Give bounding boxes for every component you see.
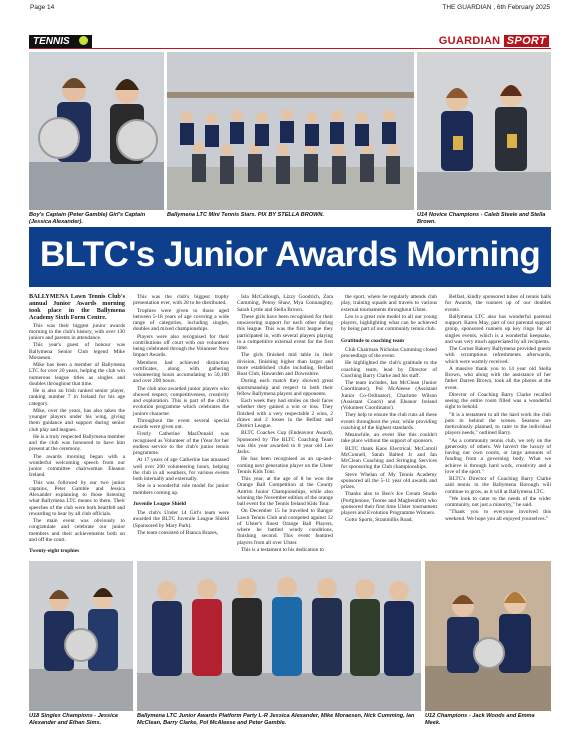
column-2-paragraphs	[133, 294, 229, 496]
article-column-5	[445, 294, 551, 523]
article-paragraph: The club also awarded junior players who showed respect, competitiveness, creativity and exploration. This is part of the club's evolution programme which celebrates the juniors character.	[133, 385, 229, 417]
article-paragraph: Thanks also to Ben's Ice Cream Studio (Portglenone, Toome and Magherafelt) who sponsored their first time Ulster tournament players and Evolution Programme Winners.	[341, 491, 437, 516]
article-paragraph: The club's Under 14 Girl's team were awarded the BLTC Juvenile League Shield (Sponsored by Mary Park).	[133, 510, 229, 529]
article-paragraph: The Corner Bakery Ballymena provided guests with scrumptious refreshments afterwards, which were warmly received.	[445, 346, 551, 365]
article-paragraph: Meanwhile, an event like this couldn't take place without the support of sponsors.	[341, 432, 437, 445]
article-paragraph: This year, at the age of 8 he won the Orange Ball Competition at the County Antrim Junior Championships, while also winning the November edition of the orange ball event for the Tennis Ireland Kids Tour.	[237, 476, 333, 507]
subhead-juvenile-league-shield: Juvenile League Shield	[133, 500, 187, 507]
brand-logo	[439, 35, 549, 47]
column-4-paragraphs	[341, 294, 437, 333]
caption-captains: Boy's Captain (Peter Gamble) Girl's Captain (Jessica Alexander).	[29, 212, 146, 225]
section-tag	[29, 35, 92, 48]
article-paragraph: "We look to cater to the needs of the wider community, not just a minority," he said.	[445, 495, 551, 508]
article-paragraph: Firstly Catherine MacDonald was recognised as Volunteer of the (Year for her endless service to the club's junior tennis programme.	[133, 431, 229, 456]
column-2b-paragraphs	[133, 510, 229, 536]
article-column-3	[237, 294, 333, 554]
article-paragraph: Belfast, kindly sponsored tubes of tennis balls for Awards, the runners up of our doubles events.	[445, 294, 551, 313]
article-paragraph: Director of Coaching Barry Clarke recalled seeing the entire room filled was a wonderful sight to behold.	[445, 391, 551, 411]
article-paragraph: BLTC Coaches Cup (Endeavour Award), Sponsored by The BLTC Coaching Team was this year awarded to 8 year old Leo Jacks.	[237, 430, 333, 455]
article-column-2	[133, 294, 229, 537]
article-paragraph: She is a wonderful role model for junior members coming up.	[133, 483, 229, 496]
article-paragraph: "It is a testament to all the hard work the club puts in behind the scenes. Seasons are meticulously planned, to cater to the individual players needs," outlined Barry.	[445, 411, 551, 437]
article-paragraph: the sport, where he regularly attends club play, training squads and travels to various external tournaments throughout Ulster.	[341, 294, 437, 313]
article-paragraph: Isla McCullough, Lizzy Goodrich, Zara Cumming, Penny Shaw, Mya Connaughty, Sarah Lyttle and Stella Brown.	[237, 294, 333, 313]
photo-platform-party	[137, 561, 421, 711]
photo-captains	[29, 52, 164, 210]
article-paragraph: Ballymena LTC also has wonderful parental support. Karen May, part of our parental support group, sponsored runners up key rings for all singles events, which is a wonderful keepsake, and was very much appreciated by all recipients.	[445, 313, 551, 345]
article-paragraph: The girls finished mid table in their division, finishing higher than larger and more established clubs including, Belfast Boat Club, Hawarden and Downshire.	[237, 352, 333, 377]
article-paragraph: This was their biggest junior awards morning in the club's history, with over 130 juniors and parents in attendance.	[29, 322, 125, 342]
article-paragraph: This was the club's biggest trophy presentation ever, with 28 to be distributed.	[133, 294, 229, 307]
article-paragraph: BLTC thank Kaos Electrical, McCarroll McConnell, Sarah Balted Jr and Ian McClean Coaching and Stringing Services for sponsoring the Club championships.	[341, 445, 437, 471]
article-paragraph: Steve Whelan of My Tennis Academy sponsored all the 5-11 year old awards and prizes.	[341, 471, 437, 490]
article-paragraph: "Thank you to everyone involved this weekend. We hope you all enjoyed yourselves."	[445, 509, 551, 522]
caption-platform-party: Ballymena LTC Junior Awards Platform Party L-R Jessica Alexander, Mike Moraesen, Nick Cumming, Ian McClean, Barry Clarke, Pol McAleese and Peter Gamble.	[137, 713, 415, 726]
article-paragraph: Gotto Sports, Stranmillis Road,	[345, 517, 413, 524]
photo-u14-novice-champions	[417, 52, 551, 210]
article-paragraph: He is a truly respected Ballymena member and the club was honoured to have him present at the ceremony.	[29, 433, 125, 453]
article-paragraph: This is a testament to his dedication to	[241, 546, 324, 553]
article-paragraph: Leo is a great role model to all our young players, highlighting what can be achieved by being part of our community tennis club.	[341, 313, 437, 333]
article-paragraph: On December 15 he travelled to Bangor Lawn Tennis Club and competed against 12 of Ulster's finest Orange Ball Players, where he battled windy conditions, finishing second. This event featured players from all over Ulster.	[237, 508, 333, 546]
article-paragraph: Members had achieved distinction certificates, along with gathering volunteering hours accumulating to 50,100 and over 200 hours.	[133, 359, 229, 385]
article-paragraph: "As a community tennis club, we rely on the generosity of others. We haven't the luxury of having our own courts, or large amounts of funding from a governing body. What we achieve is through hard work, creativity and a love of the sport."	[445, 437, 551, 475]
subhead-twenty-eight-trophies: Twenty-eight trophies	[29, 548, 80, 555]
section-label: TENNIS	[33, 36, 70, 47]
brand-main: GUARDIAN	[438, 35, 501, 47]
brand-sport: SPORT	[504, 35, 549, 47]
column-5-paragraphs	[445, 294, 551, 522]
article-paragraph: He has been recognised as an up-and-coming next generation player on the Ulster Tennis Kids Tour.	[237, 456, 333, 475]
article-paragraph: Players were also recognised for their contributions off court with our volunteers being celebrated through the Volunteer Now Impact Awards.	[133, 333, 229, 359]
article-paragraph: BLTC's Director of Coaching Barry Clarke said tennis in the Ballymena Borough will continue to grow, as it will at Ballymena LTC.	[445, 476, 551, 495]
photo-u12-champions	[425, 561, 551, 711]
publication-dateline: THE GUARDIAN , 6th February 2025	[442, 4, 550, 11]
article-column-4	[341, 294, 437, 525]
caption-u18-singles: U18 Singles Champions - Jessica Alexander and Ethan Sims.	[29, 713, 118, 726]
article-paragraph: A massive thank you to 14 year old Stella Brown, who along with the assistance of her father Darren Brown, took all the photos at the event.	[445, 365, 551, 391]
page-header	[0, 0, 580, 14]
caption-u14-novice: U14 Novice Champions - Caleb Steele and Stella Brown.	[417, 212, 546, 225]
caption-mini-tennis: Ballymena LTC Mini Tennis Stars. PIX BY STELLA BROWN.	[167, 212, 324, 218]
article-paragraph: This year's guest of honour was Ballymena Senior Club legend Mike Moraesen.	[29, 342, 125, 361]
article-paragraph: These girls have been recognised for their unwavering support for each other during this league. This was the first league they participated in, with several players playing in a competitive external event for the first time.	[237, 313, 333, 351]
photo-u18-singles	[29, 561, 133, 711]
article-paragraph: BALLYMENA Lawn Tennis Club's annual Junior Awards morning took place in the Ballymena Academy Sixth Form Centre.	[29, 293, 125, 321]
article-paragraph: The team includes, Ian McClean (Junior Coordinator), Pol McAleese (Assistant Junior Co-Ordinator), Charlotte Wilson (Assistant Coach) and Eleanor Ireland (Volunteer Coordinator).	[341, 380, 437, 411]
article-paragraph: At 17 years of age Catherine has amassed well over 200 volunteering hours, helping the club in all weathers, for various events both internally and externally.	[133, 457, 229, 482]
page-number: Page 14	[30, 4, 55, 11]
tennis-ball-icon	[79, 36, 88, 45]
article-paragraph: Mike, over the years, has also taken the younger players under his wing, giving them guidance and support during senior club play and leagues.	[29, 407, 125, 433]
article-paragraph: The team consisted of Bianca Brazes,	[137, 529, 219, 536]
article-paragraph: The awards morning began with a wonderful welcoming speech from our junior committee chairwoman Eleanor Ireland.	[29, 453, 125, 479]
subhead-gratitude: Gratitude to coaching team	[341, 337, 405, 344]
article-paragraph: The main event was obviously to congratulate and celebrate our junior members and their achievements both on and off the court.	[29, 518, 125, 543]
article-paragraph: Each week they had smiles on their faces whether they gained a win or loss. They finished with a very respectable 2 wins, 2 draws and 2 losses in the Belfast and District League.	[237, 398, 333, 429]
article-paragraph: Mike has been a member of Ballymena LTC for over 20 years, helping the club win numerous league titles as singles and doubles throughout that time.	[29, 362, 125, 387]
article-paragraph: He is also an Irish ranked senior player, ranking number 7 in Ireland for his age category.	[29, 388, 125, 407]
article-paragraph: They help to ensure the club runs all these events throughout the year, while providing coaching of the highest standards.	[341, 412, 437, 431]
column-3-paragraphs	[237, 294, 333, 553]
article-paragraph: He highlighted the club's gratitude to the coaching team, lead by Director of Coaching Barry Clarke and his staff.	[341, 360, 437, 379]
headline-banner	[29, 227, 551, 287]
photo-mini-tennis-stars	[167, 52, 414, 210]
article-paragraph: Trophies were given to those aged between 5-18 years of age covering a wide range of categories, including singles, doubles and mixed championships.	[133, 307, 229, 333]
article-paragraph: This was followed by our two junior captains, Peter Gamble and Jessica Alexander explaining to those listening what Ballymena LTC means to them. Their speeches of the club were both heartfelt and rewarding to hear by all club officials.	[29, 479, 125, 517]
article-paragraph: Throughout the event several special awards were given out.	[133, 417, 229, 430]
caption-u12-champions: U12 Champions - Jack Woods and Emma Meek.	[425, 713, 535, 726]
article-paragraph: Club Chairman Nicholas Cumming closed proceedings of the event.	[341, 346, 437, 359]
column-1-paragraphs	[29, 294, 125, 543]
headline: BLTC's Junior Awards Morning	[39, 235, 541, 274]
article-column-1	[29, 294, 125, 557]
column-4b-paragraphs	[341, 347, 437, 524]
header-rule	[29, 48, 551, 49]
article-paragraph: During each match they showed great sportsmanship and respect to both their fellow Ballymena players and opponents.	[237, 378, 333, 397]
